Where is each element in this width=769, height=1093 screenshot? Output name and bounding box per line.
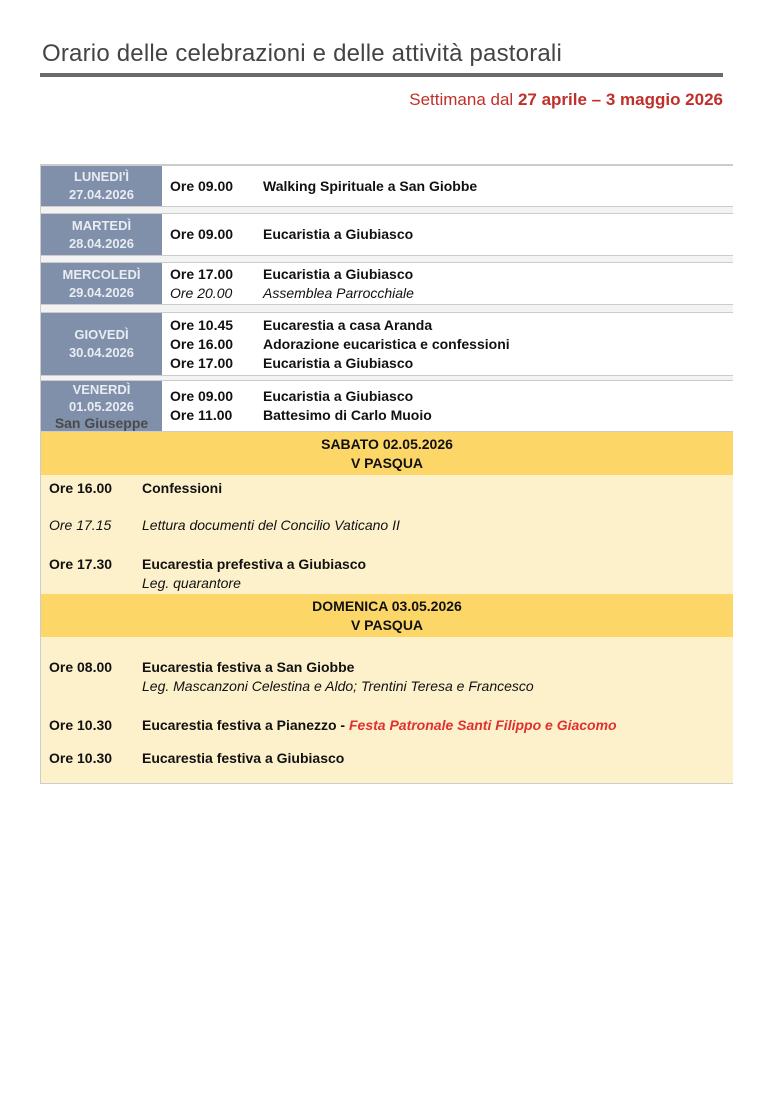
week-dates: 27 aprile – 3 maggio 2026 — [517, 90, 723, 109]
row-gap — [41, 305, 733, 312]
event — [170, 225, 413, 244]
day-label — [41, 313, 162, 375]
event-note: Leg. quarantore — [142, 575, 241, 591]
day-name: LUNEDI'Ì — [73, 169, 130, 184]
event-time: Ore 08.00 — [49, 659, 113, 675]
day-saint: San Giuseppe — [54, 414, 149, 431]
week-prefix: Settimana dal — [409, 90, 518, 109]
event-desc: Eucaristia a Giubiasco — [263, 265, 414, 282]
event — [170, 387, 432, 406]
event-desc: Walking Spirituale a San Giobbe — [263, 177, 478, 194]
saturday-header — [41, 432, 733, 475]
event — [170, 265, 414, 284]
day-row-thursday — [41, 312, 733, 376]
saturday-subtitle: V PASQUA — [350, 454, 424, 471]
saturday-events — [41, 475, 733, 594]
event — [170, 177, 477, 196]
event-time: Ore 16.00 — [49, 480, 113, 496]
sunday-events — [41, 637, 733, 783]
day-date: 28.04.2026 — [68, 235, 135, 251]
event — [49, 658, 534, 696]
day-row-friday — [41, 380, 733, 432]
event-desc: Lettura documenti del Concilio Vaticano II — [142, 517, 400, 533]
event-highlight: Festa Patronale Santi Filippo e Giacomo — [348, 717, 617, 733]
event-desc: Eucaristia a Giubiasco — [263, 226, 414, 242]
day-date: 29.04.2026 — [68, 284, 135, 300]
day-name: MARTEDÌ — [71, 217, 132, 233]
event-time: Ore 10.45 — [170, 316, 234, 333]
day-label — [41, 214, 162, 255]
event-desc: Battesimo di Carlo Muoio — [263, 407, 432, 423]
event — [49, 716, 617, 735]
event-time: Ore 10.30 — [49, 750, 113, 766]
event — [170, 354, 510, 373]
day-row-monday — [41, 165, 733, 207]
event-desc: Eucarestia prefestiva a Giubiasco — [142, 556, 367, 572]
day-row-wednesday — [41, 262, 733, 305]
event-desc: Eucarestia festiva a Giubiasco — [142, 750, 345, 766]
day-label — [41, 381, 162, 431]
event — [170, 335, 510, 354]
day-date: 30.04.2026 — [68, 345, 135, 360]
day-name: MERCOLEDÌ — [62, 266, 141, 282]
sunday-title: DOMENICA 03.05.2026 — [312, 597, 462, 614]
day-name: VENERDÌ — [72, 381, 131, 397]
event-desc: Confessioni — [142, 480, 223, 496]
event-time: Ore 11.00 — [170, 407, 233, 423]
week-range — [409, 90, 723, 110]
event-desc: Adorazione eucaristica e confessioni — [263, 335, 510, 352]
event-desc: Eucarestia festiva a San Giobbe — [142, 659, 355, 675]
sunday-header — [41, 594, 733, 637]
event — [170, 284, 414, 303]
page-title: Orario delle celebrazioni e delle attività pastorali — [42, 40, 563, 67]
event-time: Ore 17.15 — [49, 517, 112, 533]
day-row-tuesday — [41, 213, 733, 256]
event-desc: Eucarestia a casa Aranda — [263, 316, 433, 333]
event-desc: Eucaristia a Giubiasco — [263, 354, 414, 371]
event — [49, 516, 400, 535]
day-name: GIOVEDÌ — [74, 327, 129, 342]
event-desc: Eucarestia festiva a Pianezzo - — [142, 717, 349, 733]
event-time: Ore 09.00 — [170, 177, 234, 194]
event-note: Leg. Mascanzoni Celestina e Aldo; Trentini Teresa e Francesco — [142, 678, 534, 694]
event-time: Ore 16.00 — [170, 335, 234, 352]
day-date: 01.05.2026 — [68, 398, 135, 414]
event-time: Ore 20.00 — [170, 284, 233, 301]
event — [170, 316, 510, 335]
event-desc: Assemblea Parrocchiale — [263, 284, 414, 301]
event-time: Ore 17.00 — [170, 265, 234, 282]
event — [49, 555, 366, 593]
event-time: Ore 09.00 — [170, 226, 234, 242]
day-label — [41, 166, 162, 206]
saturday-title: SABATO 02.05.2026 — [321, 435, 453, 452]
event-time: Ore 17.30 — [49, 556, 113, 572]
event-time: Ore 17.00 — [170, 354, 234, 371]
event-time: Ore 10.30 — [49, 717, 113, 733]
day-date: 27.04.2026 — [68, 187, 135, 202]
event-desc: Eucaristia a Giubiasco — [263, 388, 414, 404]
event — [49, 749, 344, 768]
event — [170, 406, 432, 425]
day-label — [41, 263, 162, 304]
event-time: Ore 09.00 — [170, 388, 234, 404]
sunday-subtitle: V PASQUA — [350, 616, 424, 633]
event — [49, 479, 222, 498]
title-divider — [40, 73, 723, 77]
